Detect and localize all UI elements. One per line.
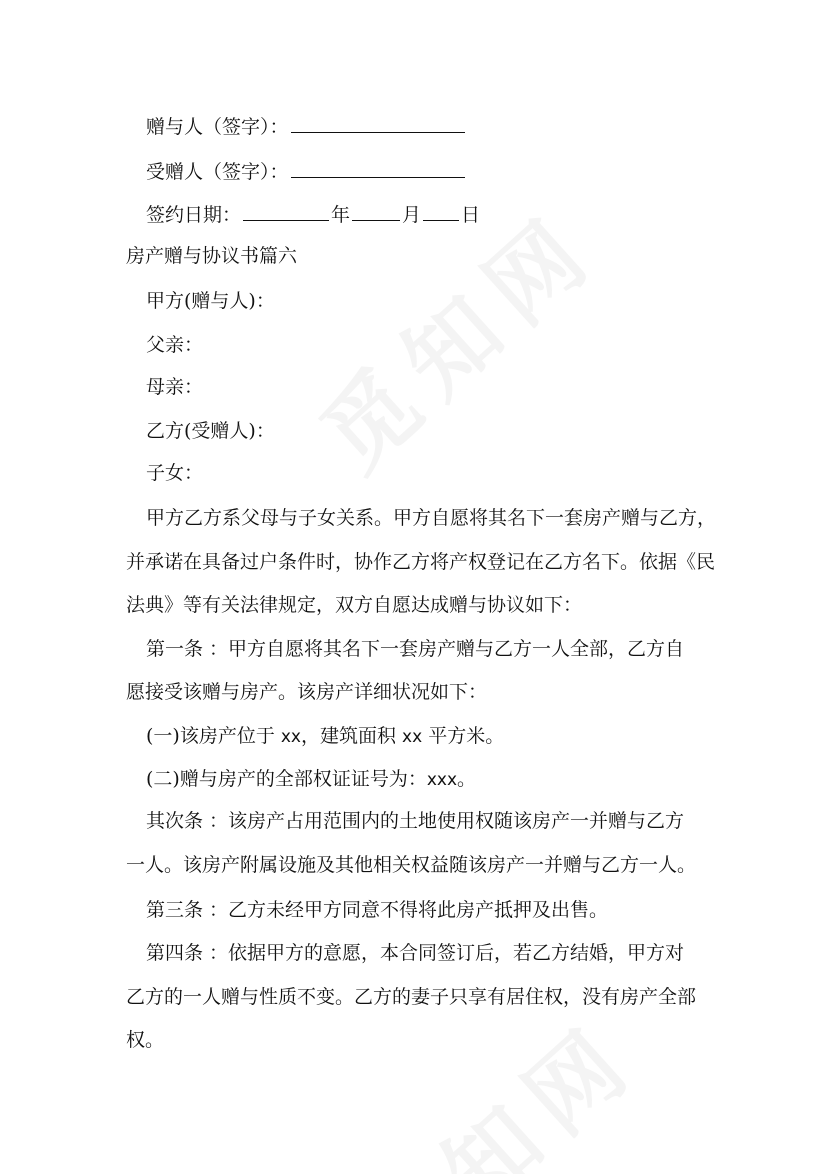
article-3: 第三条 ：乙方未经甲方同意不得将此房产抵押及出售。 [146,899,609,921]
donor-signature-label: 赠与人（签字）： [146,116,289,138]
donee-signature-label: 受赠人（签字）： [146,161,289,183]
day-label: 日 [461,204,481,226]
party-b-label: 乙方(受赠人)： [146,420,275,442]
item-1-area-value: xx [402,727,423,747]
article-4-line-2: 乙方的一人赠与性质不变。乙方的妻子只享有居住权，没有房产全部 [126,986,697,1008]
day-blank [423,200,459,221]
item-2-text-a: (二)赠与房产的全部权证证号为： [146,768,427,790]
article-4-line-1: 第四条 ：依据甲方的意愿，本合同签订后，若乙方结婚，甲方对 [146,942,685,964]
section-title: 房产赠与协议书篇六 [126,245,298,267]
donee-signature-blank [291,157,465,178]
article-1-line-1: 第一条 ：甲方自愿将其名下一套房产赠与乙方一人全部，乙方自 [146,638,685,660]
article-2-line-1: 其次条 ：该房产占用范围内的土地使用权随该房产一并赠与乙方 [146,810,685,832]
sign-date-line [146,200,480,228]
year-blank [243,200,329,221]
mother-label: 母亲： [146,376,204,398]
article-4-line-3: 权。 [126,1029,165,1051]
watermark-bottom [328,987,662,1174]
donor-signature-blank [291,112,465,133]
item-1-text-a: (一)该房产位于 [146,725,281,747]
month-label: 月 [402,204,422,226]
article-1-line-2: 愿接受该赠与房产。该房产详细状况如下： [126,681,488,703]
father-label: 父亲： [146,334,204,356]
paragraph-1-line-2: 并承诺在具备过户条件时，协作乙方将产权登记在乙方名下。依据《民 [126,551,716,573]
item-1 [146,723,504,750]
article-2-line-2: 一人。该房产附属设施及其他相关权益随该房产一并赠与乙方一人。 [126,854,697,876]
item-2-text-c: 。 [457,768,477,790]
child-label: 子女： [146,462,204,484]
party-a-label: 甲方(赠与人)： [146,290,275,312]
paragraph-1-line-3: 法典》等有关法律规定，双方自愿达成赠与协议如下： [126,594,583,616]
donee-signature-line [146,157,467,185]
item-2 [146,766,476,793]
month-blank [352,200,400,221]
item-1-text-e: 平方米。 [422,725,505,747]
item-1-location-value: xx [280,727,301,747]
year-label: 年 [331,204,351,226]
item-2-certificate-value: xxx [426,770,458,790]
paragraph-1-line-1: 甲方乙方系父母与子女关系。甲方自愿将其名下一套房产赠与乙方， [146,507,717,529]
sign-date-label: 签约日期： [146,204,242,226]
donor-signature-line [146,112,467,140]
item-1-text-c: ，建筑面积 [301,725,403,747]
